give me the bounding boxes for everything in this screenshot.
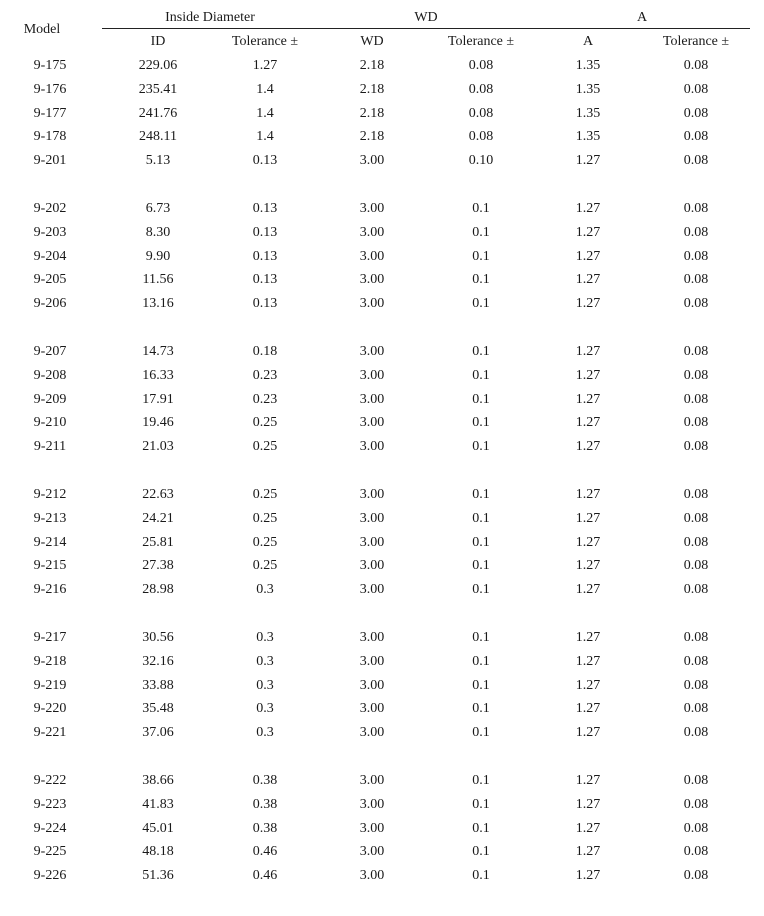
cell-a: 1.27 <box>575 558 601 574</box>
cell-id: 37.06 <box>142 725 174 741</box>
cell-a-tolerance: 0.08 <box>683 677 709 693</box>
cell-id-tolerance: 0.23 <box>252 367 278 383</box>
cell-wd-tolerance: 0.1 <box>472 224 490 240</box>
cell-id-tolerance: 0.38 <box>252 820 278 836</box>
cell-a-tolerance: 0.08 <box>683 344 709 359</box>
cell-wd: 3.00 <box>359 653 385 669</box>
cell-id-tolerance: 0.3 <box>256 630 274 645</box>
cell-wd: 3.00 <box>359 677 385 693</box>
header-wd: WD <box>360 34 384 49</box>
cell-wd-tolerance: 0.1 <box>472 534 490 550</box>
cell-wd: 3.00 <box>359 510 385 526</box>
cell-model: 9-175 <box>33 58 67 73</box>
cell-id: 35.48 <box>142 701 174 717</box>
cell-id: 9.90 <box>145 248 171 264</box>
cell-a: 1.27 <box>575 701 601 717</box>
cell-id: 48.18 <box>142 844 174 860</box>
cell-id-tolerance: 0.25 <box>252 534 278 550</box>
cell-model: 9-222 <box>33 773 67 788</box>
cell-model: 9-208 <box>33 367 67 383</box>
cell-id-tolerance: 0.3 <box>256 725 274 741</box>
cell-wd-tolerance: 0.1 <box>472 487 490 502</box>
cell-id-tolerance: 0.13 <box>252 153 278 169</box>
cell-wd: 3.00 <box>359 344 385 359</box>
cell-a: 1.27 <box>575 272 601 288</box>
cell-id: 38.66 <box>142 773 174 788</box>
cell-model: 9-210 <box>33 415 67 431</box>
cell-wd-tolerance: 0.1 <box>472 677 490 693</box>
cell-wd-tolerance: 0.08 <box>468 81 494 97</box>
cell-wd-tolerance: 0.1 <box>472 725 490 741</box>
cell-a-tolerance: 0.08 <box>683 272 709 288</box>
cell-id-tolerance: 0.25 <box>252 487 278 502</box>
cell-model: 9-219 <box>33 677 67 693</box>
cell-a-tolerance: 0.08 <box>683 701 709 717</box>
cell-a-tolerance: 0.08 <box>683 582 709 598</box>
cell-wd: 3.00 <box>359 820 385 836</box>
cell-a: 1.27 <box>575 224 601 240</box>
cell-model: 9-214 <box>33 534 67 550</box>
cell-model: 9-218 <box>33 653 67 669</box>
cell-a-tolerance: 0.08 <box>683 844 709 860</box>
cell-id: 229.06 <box>138 58 178 73</box>
cell-wd: 3.00 <box>359 796 385 812</box>
cell-id-tolerance: 0.25 <box>252 510 278 526</box>
cell-id: 41.83 <box>142 796 174 812</box>
cell-id: 16.33 <box>142 367 174 383</box>
cell-model: 9-220 <box>33 701 67 717</box>
cell-a-tolerance: 0.08 <box>683 296 709 312</box>
cell-a: 1.27 <box>575 367 601 383</box>
cell-a-tolerance: 0.08 <box>683 439 709 455</box>
cell-wd-tolerance: 0.1 <box>472 558 490 574</box>
cell-id: 11.56 <box>142 272 174 288</box>
cell-wd: 3.00 <box>359 558 385 574</box>
cell-wd-tolerance: 0.1 <box>472 296 490 312</box>
cell-model: 9-217 <box>33 630 67 645</box>
cell-model: 9-207 <box>33 344 67 359</box>
cell-model: 9-177 <box>33 105 67 121</box>
cell-id: 21.03 <box>142 439 174 455</box>
cell-wd-tolerance: 0.1 <box>472 796 490 812</box>
cell-wd: 3.00 <box>359 844 385 860</box>
cell-wd: 3.00 <box>359 701 385 717</box>
cell-id-tolerance: 0.3 <box>256 677 274 693</box>
cell-a: 1.27 <box>575 344 601 359</box>
cell-id-tolerance: 1.4 <box>256 105 274 121</box>
cell-a: 1.27 <box>575 534 601 550</box>
cell-a-tolerance: 0.08 <box>683 248 709 264</box>
cell-a: 1.35 <box>575 81 601 97</box>
header-group-wd: WD <box>414 10 438 25</box>
cell-a: 1.27 <box>575 796 601 812</box>
header-group-a: A <box>636 10 648 25</box>
cell-model: 9-223 <box>33 796 67 812</box>
cell-model: 9-209 <box>33 391 67 407</box>
cell-wd-tolerance: 0.1 <box>472 820 490 836</box>
cell-id: 241.76 <box>138 105 178 121</box>
cell-wd: 3.00 <box>359 391 385 407</box>
cell-wd: 3.00 <box>359 272 385 288</box>
cell-a: 1.27 <box>575 415 601 431</box>
cell-a-tolerance: 0.08 <box>683 58 709 73</box>
cell-a: 1.27 <box>575 582 601 598</box>
cell-id-tolerance: 0.18 <box>252 344 278 359</box>
cell-a-tolerance: 0.08 <box>683 558 709 574</box>
cell-a-tolerance: 0.08 <box>683 415 709 431</box>
cell-id: 14.73 <box>142 344 174 359</box>
cell-a: 1.27 <box>575 153 601 169</box>
cell-wd: 3.00 <box>359 296 385 312</box>
cell-a: 1.27 <box>575 653 601 669</box>
header-a-tolerance: Tolerance ± <box>662 34 730 49</box>
cell-id: 51.36 <box>142 868 174 884</box>
cell-id: 33.88 <box>142 677 174 693</box>
cell-id-tolerance: 0.13 <box>252 224 278 240</box>
cell-wd-tolerance: 0.1 <box>472 248 490 264</box>
cell-id-tolerance: 0.46 <box>252 868 278 884</box>
cell-a-tolerance: 0.08 <box>683 81 709 97</box>
cell-wd-tolerance: 0.1 <box>472 844 490 860</box>
cell-a-tolerance: 0.08 <box>683 630 709 645</box>
cell-a-tolerance: 0.08 <box>683 224 709 240</box>
cell-wd-tolerance: 0.1 <box>472 773 490 788</box>
cell-wd: 3.00 <box>359 201 385 216</box>
cell-id: 13.16 <box>142 296 174 312</box>
cell-id: 17.91 <box>142 391 174 407</box>
cell-id-tolerance: 1.4 <box>256 129 274 145</box>
cell-a: 1.35 <box>575 129 601 145</box>
cell-id-tolerance: 0.25 <box>252 415 278 431</box>
cell-id: 248.11 <box>139 129 177 145</box>
header-wd-tolerance: Tolerance ± <box>447 34 515 49</box>
cell-a-tolerance: 0.08 <box>683 868 709 884</box>
cell-wd: 2.18 <box>359 129 385 145</box>
cell-wd: 3.00 <box>359 725 385 741</box>
cell-model: 9-211 <box>33 439 67 455</box>
cell-a: 1.27 <box>575 725 601 741</box>
cell-a: 1.27 <box>575 820 601 836</box>
cell-id: 30.56 <box>142 630 174 645</box>
cell-wd: 3.00 <box>359 439 385 455</box>
cell-id: 27.38 <box>142 558 174 574</box>
cell-wd-tolerance: 0.1 <box>472 582 490 598</box>
cell-id-tolerance: 0.25 <box>252 558 278 574</box>
header-id-tolerance: Tolerance ± <box>231 34 299 49</box>
cell-id: 28.98 <box>142 582 174 598</box>
cell-wd-tolerance: 0.1 <box>472 201 490 216</box>
cell-a: 1.27 <box>575 630 601 645</box>
cell-model: 9-178 <box>33 129 67 145</box>
header-id: ID <box>150 34 166 49</box>
cell-id: 235.41 <box>138 81 178 97</box>
cell-model: 9-205 <box>33 272 67 288</box>
cell-wd-tolerance: 0.1 <box>472 391 490 407</box>
cell-wd-tolerance: 0.1 <box>472 701 490 717</box>
cell-id-tolerance: 0.23 <box>252 391 278 407</box>
cell-a: 1.27 <box>575 510 601 526</box>
cell-id: 6.73 <box>145 201 171 216</box>
cell-id: 32.16 <box>142 653 174 669</box>
cell-a: 1.27 <box>575 391 601 407</box>
cell-wd: 3.00 <box>359 773 385 788</box>
cell-a: 1.27 <box>575 844 601 860</box>
cell-model: 9-203 <box>33 224 67 240</box>
cell-a-tolerance: 0.08 <box>683 796 709 812</box>
cell-model: 9-225 <box>33 844 67 860</box>
cell-wd: 3.00 <box>359 630 385 645</box>
cell-model: 9-212 <box>33 487 67 502</box>
cell-wd-tolerance: 0.08 <box>468 58 494 73</box>
cell-wd: 2.18 <box>359 58 385 73</box>
cell-model: 9-202 <box>33 201 67 216</box>
cell-id-tolerance: 0.13 <box>252 201 278 216</box>
cell-id: 22.63 <box>142 487 174 502</box>
cell-id-tolerance: 0.38 <box>252 796 278 812</box>
cell-wd-tolerance: 0.1 <box>472 868 490 884</box>
cell-a-tolerance: 0.08 <box>683 105 709 121</box>
cell-a-tolerance: 0.08 <box>683 820 709 836</box>
cell-id-tolerance: 0.46 <box>252 844 278 860</box>
cell-wd-tolerance: 0.08 <box>468 129 494 145</box>
cell-wd-tolerance: 0.1 <box>472 439 490 455</box>
cell-model: 9-176 <box>33 81 67 97</box>
cell-wd: 3.00 <box>359 248 385 264</box>
cell-model: 9-213 <box>33 510 67 526</box>
cell-a-tolerance: 0.08 <box>683 773 709 788</box>
cell-a: 1.27 <box>575 677 601 693</box>
cell-wd: 3.00 <box>359 153 385 169</box>
cell-wd: 2.18 <box>359 81 385 97</box>
cell-wd-tolerance: 0.1 <box>472 272 490 288</box>
cell-wd-tolerance: 0.10 <box>468 153 494 169</box>
cell-a-tolerance: 0.08 <box>683 129 709 145</box>
cell-a-tolerance: 0.08 <box>683 653 709 669</box>
cell-id: 25.81 <box>142 534 174 550</box>
cell-id: 45.01 <box>142 820 174 836</box>
cell-model: 9-204 <box>33 248 67 264</box>
cell-a: 1.27 <box>575 487 601 502</box>
cell-id-tolerance: 0.38 <box>252 773 278 788</box>
cell-a: 1.27 <box>575 201 601 216</box>
cell-a-tolerance: 0.08 <box>683 534 709 550</box>
cell-wd: 3.00 <box>359 582 385 598</box>
cell-wd-tolerance: 0.1 <box>472 630 490 645</box>
cell-wd-tolerance: 0.1 <box>472 653 490 669</box>
cell-wd: 2.18 <box>359 105 385 121</box>
cell-model: 9-224 <box>33 820 67 836</box>
cell-wd: 3.00 <box>359 487 385 502</box>
cell-a-tolerance: 0.08 <box>683 153 709 169</box>
cell-wd-tolerance: 0.1 <box>472 415 490 431</box>
cell-id-tolerance: 0.13 <box>252 272 278 288</box>
header-a: A <box>582 34 594 49</box>
cell-a-tolerance: 0.08 <box>683 391 709 407</box>
cell-wd: 3.00 <box>359 224 385 240</box>
cell-a-tolerance: 0.08 <box>683 725 709 741</box>
cell-wd: 3.00 <box>359 868 385 884</box>
cell-a-tolerance: 0.08 <box>683 367 709 383</box>
header-rule <box>102 28 750 29</box>
cell-a: 1.27 <box>575 248 601 264</box>
cell-id-tolerance: 0.25 <box>252 439 278 455</box>
cell-a: 1.27 <box>575 296 601 312</box>
cell-a: 1.27 <box>575 439 601 455</box>
header-group-inside-diameter: Inside Diameter <box>165 10 255 25</box>
cell-id: 24.21 <box>142 510 174 526</box>
cell-model: 9-215 <box>33 558 67 574</box>
cell-a-tolerance: 0.08 <box>683 201 709 216</box>
cell-model: 9-226 <box>33 868 67 884</box>
cell-id-tolerance: 0.13 <box>252 248 278 264</box>
header-model: Model <box>23 22 61 37</box>
cell-model: 9-216 <box>33 582 67 598</box>
cell-a-tolerance: 0.08 <box>683 487 709 502</box>
cell-id-tolerance: 0.3 <box>256 582 274 598</box>
cell-a: 1.27 <box>575 773 601 788</box>
cell-wd-tolerance: 0.1 <box>472 344 490 359</box>
cell-id-tolerance: 0.3 <box>256 653 274 669</box>
cell-id: 5.13 <box>145 153 171 169</box>
cell-id: 19.46 <box>142 415 174 431</box>
cell-a: 1.27 <box>575 868 601 884</box>
cell-wd: 3.00 <box>359 534 385 550</box>
cell-wd: 3.00 <box>359 415 385 431</box>
cell-id: 8.30 <box>145 224 171 240</box>
cell-model: 9-206 <box>33 296 67 312</box>
cell-a: 1.35 <box>575 58 601 73</box>
cell-model: 9-221 <box>33 725 67 741</box>
cell-id-tolerance: 1.4 <box>256 81 274 97</box>
cell-a-tolerance: 0.08 <box>683 510 709 526</box>
cell-id-tolerance: 0.3 <box>256 701 274 717</box>
cell-wd-tolerance: 0.08 <box>468 105 494 121</box>
cell-model: 9-201 <box>33 153 67 169</box>
cell-id-tolerance: 0.13 <box>252 296 278 312</box>
cell-a: 1.35 <box>575 105 601 121</box>
cell-wd-tolerance: 0.1 <box>472 510 490 526</box>
cell-wd-tolerance: 0.1 <box>472 367 490 383</box>
cell-wd: 3.00 <box>359 367 385 383</box>
cell-id-tolerance: 1.27 <box>252 58 278 73</box>
